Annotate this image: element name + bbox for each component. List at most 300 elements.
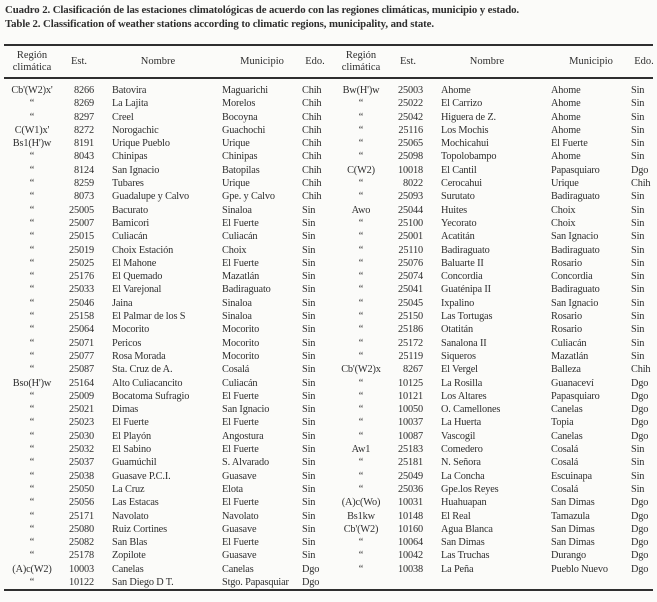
region-cell: “ xyxy=(29,271,35,283)
station-id-cell: 8267 xyxy=(403,364,423,376)
municipality-cell: Mocorito xyxy=(222,324,260,336)
state-cell: Sin xyxy=(631,231,645,243)
station-id-cell: 25150 xyxy=(398,311,423,323)
station-row xyxy=(0,150,328,163)
region-cell: “ xyxy=(358,124,364,136)
station-name-cell: Sanalona II xyxy=(441,337,487,349)
station-row xyxy=(0,310,328,323)
state-cell: Sin xyxy=(631,257,645,269)
state-cell: Dgo xyxy=(631,550,649,562)
station-id-cell: 10087 xyxy=(398,430,423,442)
municipality-cell: Papasquiaro xyxy=(551,390,600,402)
municipality-cell: Culiacán xyxy=(222,231,258,243)
table-header-rule xyxy=(4,77,653,79)
state-cell: Sin xyxy=(631,271,645,283)
state-cell: Chih xyxy=(302,138,322,150)
station-name-cell: Surutato xyxy=(441,191,475,203)
station-name-cell: La Huerta xyxy=(441,417,482,429)
station-id-cell: 25009 xyxy=(69,390,94,402)
state-cell: Sin xyxy=(302,297,316,309)
station-name-cell: El Cantil xyxy=(441,164,477,176)
station-name-cell: Los Altares xyxy=(441,390,487,402)
region-cell: “ xyxy=(358,151,364,163)
region-cell: Bs1(H')w xyxy=(12,138,52,150)
station-name-cell: Choix Estación xyxy=(112,244,174,256)
municipality-cell: Sinaloa xyxy=(222,311,252,323)
station-name-cell: Creel xyxy=(112,111,134,123)
region-cell: Cb'(W2)x xyxy=(341,364,381,376)
municipality-cell: Cosalá xyxy=(222,364,250,376)
municipality-cell: Urique xyxy=(222,138,250,150)
station-id-cell: 25022 xyxy=(398,98,423,110)
station-id-cell: 25044 xyxy=(398,204,423,216)
table-bottom-rule xyxy=(4,589,653,591)
station-name-cell: San Diego D T. xyxy=(112,576,174,588)
station-row xyxy=(0,377,328,390)
station-id-cell: 8269 xyxy=(74,98,94,110)
station-name-cell: Jaina xyxy=(112,297,133,309)
station-id-cell: 25030 xyxy=(69,430,94,442)
station-name-cell: Las Estacas xyxy=(112,497,159,509)
station-row xyxy=(329,217,657,230)
station-row xyxy=(0,510,328,523)
municipality-cell: El Fuerte xyxy=(551,138,588,150)
state-cell: Dgo xyxy=(631,523,649,535)
station-id-cell: 25171 xyxy=(69,510,94,522)
region-cell: “ xyxy=(29,550,35,562)
state-cell: Sin xyxy=(302,510,316,522)
region-cell: “ xyxy=(29,244,35,256)
state-cell: Dgo xyxy=(631,417,649,429)
region-cell: “ xyxy=(358,311,364,323)
region-cell: “ xyxy=(358,231,364,243)
station-row xyxy=(329,337,657,350)
state-cell: Sin xyxy=(302,377,316,389)
region-cell: “ xyxy=(358,337,364,349)
region-cell: “ xyxy=(29,164,35,176)
caption-english: Table 2. Classification of weather stations according to climatic regions, municipality, and state. xyxy=(5,18,434,30)
state-cell: Sin xyxy=(302,271,316,283)
station-row xyxy=(329,204,657,217)
station-name-cell: La Rosilla xyxy=(441,377,483,389)
state-cell: Sin xyxy=(302,350,316,362)
station-name-cell: La Lajita xyxy=(112,98,149,110)
station-name-cell: El Mahone xyxy=(112,257,157,269)
municipality-cell: Choix xyxy=(222,244,247,256)
municipality-cell: Canelas xyxy=(222,563,254,575)
station-id-cell: 25021 xyxy=(69,404,94,416)
station-id-cell: 25178 xyxy=(69,550,94,562)
station-name-cell: O. Camellones xyxy=(441,404,501,416)
station-row xyxy=(0,483,328,496)
state-cell: Sin xyxy=(302,284,316,296)
station-id-cell: 25176 xyxy=(69,271,94,283)
region-cell: “ xyxy=(29,483,35,495)
station-row xyxy=(329,456,657,469)
station-row xyxy=(329,549,657,562)
station-row xyxy=(0,549,328,562)
state-cell: Chih xyxy=(631,178,651,190)
region-cell: C(W2) xyxy=(347,164,375,176)
station-id-cell: 25025 xyxy=(69,257,94,269)
station-row xyxy=(0,217,328,230)
station-row xyxy=(329,323,657,336)
municipality-cell: Bocoyna xyxy=(222,111,258,123)
municipality-cell: El Fuerte xyxy=(222,417,259,429)
municipality-cell: Angostura xyxy=(222,430,264,442)
station-name-cell: El Varejonal xyxy=(112,284,162,296)
municipality-cell: Rosario xyxy=(551,311,582,323)
state-cell: Sin xyxy=(631,297,645,309)
station-id-cell: 25056 xyxy=(69,497,94,509)
state-cell: Sin xyxy=(302,217,316,229)
station-row xyxy=(0,496,328,509)
station-name-cell: Huites xyxy=(441,204,467,216)
region-cell: “ xyxy=(29,284,35,296)
station-row xyxy=(329,137,657,150)
municipality-cell: Mazatlán xyxy=(551,350,589,362)
station-name-cell: Yecorato xyxy=(441,217,477,229)
municipality-cell: El Fuerte xyxy=(222,217,259,229)
region-cell: “ xyxy=(358,324,364,336)
station-name-cell: San Blas xyxy=(112,537,148,549)
station-id-cell: 10042 xyxy=(398,550,423,562)
region-cell: “ xyxy=(29,98,35,110)
state-cell: Sin xyxy=(302,430,316,442)
station-row xyxy=(0,283,328,296)
station-name-cell: Cerocahui xyxy=(441,178,482,190)
station-id-cell: 25049 xyxy=(398,470,423,482)
station-name-cell: Culiacán xyxy=(112,231,148,243)
station-name-cell: Canelas xyxy=(112,563,144,575)
station-row xyxy=(0,84,328,97)
station-name-cell: Gpe.los Reyes xyxy=(441,483,499,495)
station-row xyxy=(329,177,657,190)
region-cell: “ xyxy=(358,217,364,229)
station-row xyxy=(0,470,328,483)
region-cell: “ xyxy=(29,324,35,336)
station-row xyxy=(0,124,328,137)
station-row xyxy=(329,430,657,443)
region-cell: Bw(H')w xyxy=(342,85,380,96)
station-row xyxy=(329,270,657,283)
municipality-cell: Elota xyxy=(222,483,243,495)
station-name-cell: Otatitán xyxy=(441,324,473,336)
state-cell: Dgo xyxy=(302,576,320,588)
region-cell: “ xyxy=(29,350,35,362)
state-cell: Sin xyxy=(302,390,316,402)
station-id-cell: 25045 xyxy=(398,297,423,309)
station-row xyxy=(0,443,328,456)
municipality-cell: Urique xyxy=(222,178,250,190)
municipality-cell: Guachochi xyxy=(222,124,266,136)
station-row xyxy=(329,97,657,110)
column-header-name: Nombre xyxy=(140,55,176,67)
region-cell: “ xyxy=(358,284,364,296)
state-cell: Sin xyxy=(302,457,316,469)
region-cell: “ xyxy=(358,470,364,482)
region-cell: “ xyxy=(29,470,35,482)
station-name-cell: El Fuerte xyxy=(112,417,149,429)
station-row xyxy=(329,150,657,163)
station-id-cell: 25023 xyxy=(69,417,94,429)
state-cell: Sin xyxy=(631,204,645,216)
column-header-municipality: Municipio xyxy=(569,55,613,67)
station-id-cell: 25015 xyxy=(69,231,94,243)
region-cell: Bso(H')w xyxy=(12,377,52,389)
municipality-cell: S. Alvarado xyxy=(222,457,269,469)
station-id-cell: 25001 xyxy=(398,231,423,243)
station-row xyxy=(0,97,328,110)
region-cell: “ xyxy=(29,151,35,163)
station-id-cell: 8297 xyxy=(74,111,94,123)
municipality-cell: Pueblo Nuevo xyxy=(551,563,608,575)
municipality-cell: Badiraguato xyxy=(551,191,600,203)
station-name-cell: La Concha xyxy=(441,470,485,482)
station-row xyxy=(0,563,328,576)
municipality-cell: Mocorito xyxy=(222,350,260,362)
state-cell: Sin xyxy=(631,151,645,163)
station-id-cell: 25036 xyxy=(398,483,423,495)
station-id-cell: 25064 xyxy=(69,324,94,336)
station-name-cell: Concordia xyxy=(441,271,483,283)
station-row xyxy=(329,443,657,456)
station-id-cell: 10121 xyxy=(398,390,423,402)
station-row xyxy=(0,190,328,203)
municipality-cell: El Fuerte xyxy=(222,257,259,269)
station-name-cell: Topolobampo xyxy=(441,151,497,163)
state-cell: Sin xyxy=(631,217,645,229)
municipality-cell: Topia xyxy=(551,417,574,429)
state-cell: Dgo xyxy=(302,563,320,575)
station-name-cell: Zopilote xyxy=(112,550,146,562)
station-id-cell: 25041 xyxy=(398,284,423,296)
municipality-cell: Canelas xyxy=(551,430,583,442)
state-cell: Sin xyxy=(631,284,645,296)
municipality-cell: Badiraguato xyxy=(222,284,271,296)
region-cell: “ xyxy=(29,297,35,309)
station-name-cell: El Playón xyxy=(112,430,151,442)
region-cell: “ xyxy=(29,178,35,190)
station-name-cell: Urique Pueblo xyxy=(112,138,170,150)
station-id-cell: 10050 xyxy=(398,404,423,416)
column-header-name: Nombre xyxy=(469,55,505,67)
region-cell: “ xyxy=(29,111,35,123)
station-id-cell: 25007 xyxy=(69,217,94,229)
municipality-cell: San Ignacio xyxy=(222,404,270,416)
station-row xyxy=(0,430,328,443)
state-cell: Sin xyxy=(631,124,645,136)
state-cell: Chih xyxy=(302,164,322,176)
station-id-cell: 10038 xyxy=(398,563,423,575)
state-cell: Sin xyxy=(631,138,645,150)
station-id-cell: 25033 xyxy=(69,284,94,296)
state-cell: Sin xyxy=(302,324,316,336)
station-id-cell: 10125 xyxy=(398,377,423,389)
region-cell: Cb'(W2) xyxy=(343,523,379,535)
state-cell: Dgo xyxy=(631,164,649,176)
municipality-cell: Gpe. y Calvo xyxy=(222,191,275,203)
station-id-cell: 10037 xyxy=(398,417,423,429)
municipality-cell: Urique xyxy=(551,178,579,190)
station-row xyxy=(329,124,657,137)
municipality-cell: Choix xyxy=(551,217,576,229)
station-row xyxy=(0,350,328,363)
station-row xyxy=(0,416,328,429)
station-row xyxy=(0,390,328,403)
region-cell: “ xyxy=(358,537,364,549)
station-row xyxy=(329,190,657,203)
state-cell: Sin xyxy=(302,231,316,243)
station-id-cell: 25003 xyxy=(398,85,423,96)
region-cell: “ xyxy=(29,191,35,203)
region-cell: (A)c(Wo) xyxy=(341,497,381,509)
station-name-cell: El Quemado xyxy=(112,271,163,283)
municipality-cell: Maguarichi xyxy=(222,85,268,96)
municipality-cell: El Fuerte xyxy=(222,390,259,402)
station-row xyxy=(329,523,657,536)
state-cell: Sin xyxy=(302,497,316,509)
station-row xyxy=(0,204,328,217)
state-cell: Sin xyxy=(302,537,316,549)
station-name-cell: La Cruz xyxy=(112,483,145,495)
region-cell: “ xyxy=(358,271,364,283)
municipality-cell: Ahome xyxy=(551,124,581,136)
station-name-cell: Bocatoma Sufragio xyxy=(112,390,190,402)
station-id-cell: 25181 xyxy=(398,457,423,469)
state-cell: Sin xyxy=(631,244,645,256)
station-name-cell: Mochicahui xyxy=(441,138,489,150)
station-id-cell: 25077 xyxy=(69,350,94,362)
region-cell: “ xyxy=(358,550,364,562)
state-cell: Dgo xyxy=(631,377,649,389)
stations-table-left-half xyxy=(0,84,328,589)
station-id-cell: 25186 xyxy=(398,324,423,336)
region-cell: “ xyxy=(29,364,35,376)
caption-spanish: Cuadro 2. Clasificación de las estaciones climatológicas de acuerdo con las regiones climáticas, municipio y estado. xyxy=(5,4,520,16)
station-name-cell: El Sabino xyxy=(112,444,151,456)
state-cell: Sin xyxy=(302,244,316,256)
column-header-state: Edo. xyxy=(305,55,325,67)
municipality-cell: Culiacán xyxy=(222,377,258,389)
state-cell: Sin xyxy=(631,470,645,482)
station-name-cell: Mocorito xyxy=(112,324,150,336)
station-row xyxy=(0,177,328,190)
region-cell: “ xyxy=(358,390,364,402)
station-id-cell: 10018 xyxy=(398,164,423,176)
station-id-cell: 8124 xyxy=(74,164,94,176)
station-row xyxy=(329,483,657,496)
station-row xyxy=(329,470,657,483)
state-cell: Dgo xyxy=(631,510,649,522)
state-cell: Sin xyxy=(302,404,316,416)
station-row xyxy=(329,403,657,416)
station-name-cell: Guaténipa II xyxy=(441,284,491,296)
region-cell: “ xyxy=(29,537,35,549)
municipality-cell: San Dimas xyxy=(551,523,595,535)
state-cell: Sin xyxy=(302,257,316,269)
state-cell: Sin xyxy=(302,204,316,216)
station-row xyxy=(0,257,328,270)
station-id-cell: 25172 xyxy=(398,337,423,349)
state-cell: Sin xyxy=(302,483,316,495)
station-row xyxy=(329,111,657,124)
station-row xyxy=(0,363,328,376)
station-id-cell: 25110 xyxy=(398,244,423,256)
station-id-cell: 25082 xyxy=(69,537,94,549)
state-cell: Chih xyxy=(302,191,322,203)
station-name-cell: El Vergel xyxy=(441,364,478,376)
state-cell: Chih xyxy=(302,151,322,163)
station-row xyxy=(0,111,328,124)
region-cell: “ xyxy=(29,257,35,269)
municipality-cell: Concordia xyxy=(551,271,593,283)
station-id-cell: 25037 xyxy=(69,457,94,469)
station-id-cell: 25038 xyxy=(69,470,94,482)
state-cell: Sin xyxy=(631,483,645,495)
station-name-cell: El Real xyxy=(441,510,471,522)
station-name-cell: N. Señora xyxy=(441,457,481,469)
region-cell: “ xyxy=(358,98,364,110)
region-cell: Aw1 xyxy=(351,444,371,456)
municipality-cell: Cosalá xyxy=(551,483,579,495)
station-name-cell: Ruiz Cortines xyxy=(112,523,167,535)
region-cell: “ xyxy=(29,204,35,216)
station-row xyxy=(329,390,657,403)
station-name-cell: Bamicori xyxy=(112,217,150,229)
region-cell: “ xyxy=(29,231,35,243)
station-row xyxy=(329,244,657,257)
municipality-cell: Sinaloa xyxy=(222,204,252,216)
municipality-cell: Ahome xyxy=(551,98,581,110)
region-cell: “ xyxy=(358,297,364,309)
station-row xyxy=(0,230,328,243)
municipality-cell: Ahome xyxy=(551,111,581,123)
station-id-cell: 25042 xyxy=(398,111,423,123)
station-id-cell: 8191 xyxy=(74,138,94,150)
station-row xyxy=(0,323,328,336)
municipality-cell: San Dimas xyxy=(551,497,595,509)
station-row xyxy=(0,536,328,549)
region-cell: “ xyxy=(358,563,364,575)
station-id-cell: 25183 xyxy=(398,444,423,456)
region-cell: “ xyxy=(29,337,35,349)
state-cell: Chih xyxy=(631,364,651,376)
station-row xyxy=(329,496,657,509)
station-id-cell: 25116 xyxy=(398,124,423,136)
station-id-cell: 25074 xyxy=(398,271,423,283)
region-cell: “ xyxy=(29,523,35,535)
municipality-cell: Durango xyxy=(551,550,586,562)
station-id-cell: 25005 xyxy=(69,204,94,216)
station-id-cell: 10160 xyxy=(398,523,423,535)
region-cell: “ xyxy=(358,191,364,203)
station-row xyxy=(329,563,657,576)
station-row xyxy=(0,137,328,150)
state-cell: Dgo xyxy=(631,430,649,442)
region-cell: “ xyxy=(29,430,35,442)
state-cell: Sin xyxy=(631,191,645,203)
station-name-cell: El Palmar de los S xyxy=(112,311,186,323)
station-name-cell: Vascogil xyxy=(441,430,476,442)
station-row xyxy=(329,230,657,243)
municipality-cell: Papasquiaro xyxy=(551,164,600,176)
column-header-state: Edo. xyxy=(634,55,654,67)
station-id-cell: 8022 xyxy=(403,178,423,190)
municipality-cell: Sinaloa xyxy=(222,297,252,309)
municipality-cell: Tamazula xyxy=(551,510,590,522)
station-id-cell: 25119 xyxy=(398,350,423,362)
